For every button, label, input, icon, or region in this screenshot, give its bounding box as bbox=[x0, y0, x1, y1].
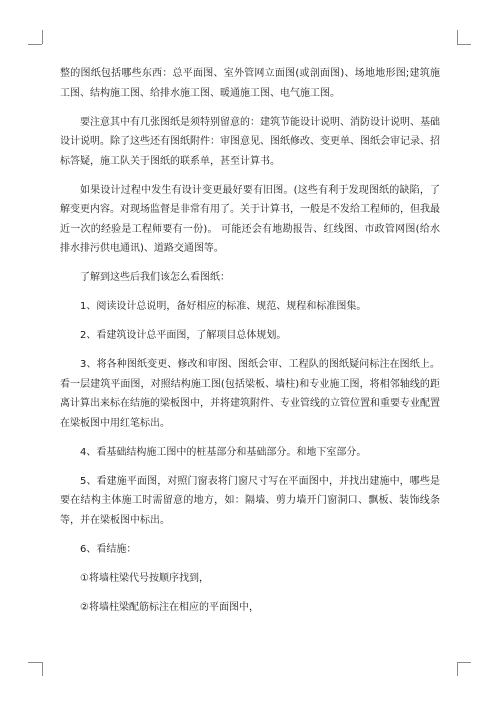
step-1: 1、阅读设计总说明，备好相应的标准、规范、规程和标准图集。 bbox=[80, 301, 367, 312]
step-4: 4、看基础结构施工图中的桩基部分和基础部分。和地下室部分。 bbox=[80, 446, 367, 458]
substep-1: ①将墙柱梁代号按顺序找到， bbox=[80, 572, 209, 584]
paragraph-drawing-list: 整的图纸包括哪些东西：总平面图、室外管网立面图(或剖面图)、场地地形图;建筑施工图、结构施工图、给排水施工图、暖通施工图、电气施工图。 bbox=[60, 68, 440, 99]
step-6: 6、看结施： bbox=[80, 543, 137, 555]
paragraph-design-changes: 如果设计过程中发生有设计变更最好要有旧图。(这些有利于发现图纸的缺陷，了解变更内容。对现场监督是非常有用了。关于计算书，一般是不发给工程师的，但我最近一次的经验是工程师要有一份)。 可能还会有地勘报告、红线图、市政管网图(给水排水排污供电通讯)、道路交通图等。 bbox=[60, 184, 440, 254]
paragraph-how-to-read: 了解到这些后我们该怎么看图纸： bbox=[80, 272, 230, 283]
step-5: 5、看建施平面图，对照门窗表将门窗尺寸写在平面图中，并找出建施中，哪些是要在结构主体施工时需留意的地方，如：隔墙、剪力墙开门窗洞口、飘板、装饰线条等，并在梁板图中标出。 bbox=[60, 475, 440, 526]
document-body bbox=[60, 64, 440, 627]
step-2: 2、看建筑设计总平面图，了解项目总体规划。 bbox=[80, 330, 287, 341]
step-3: 3、将各种图纸变更、修改和审图、图纸会审、工程队的图纸疑问标注在图纸上。看一层建筑平面图，对照结构施工图(包括梁板、墙柱)和专业施工图，将相邻轴线的距离计算出来标在结施的梁板图中，并将建筑附件、专业管线的立管位置和重要专业配置在梁板图中用红笔标出。 bbox=[60, 359, 440, 429]
paragraph-special-drawings: 要注意其中有几张图纸是须特别留意的：建筑节能设计说明、消防设计说明、基础设计说明。除了这些还有图纸附件：审图意见、图纸修改、变更单、图纸会审记录、招标答疑，施工队关于图纸的联系单，甚至计算书。 bbox=[60, 116, 440, 167]
substep-2: ②将墙柱梁配筋标注在相应的平面图中， bbox=[80, 601, 259, 613]
